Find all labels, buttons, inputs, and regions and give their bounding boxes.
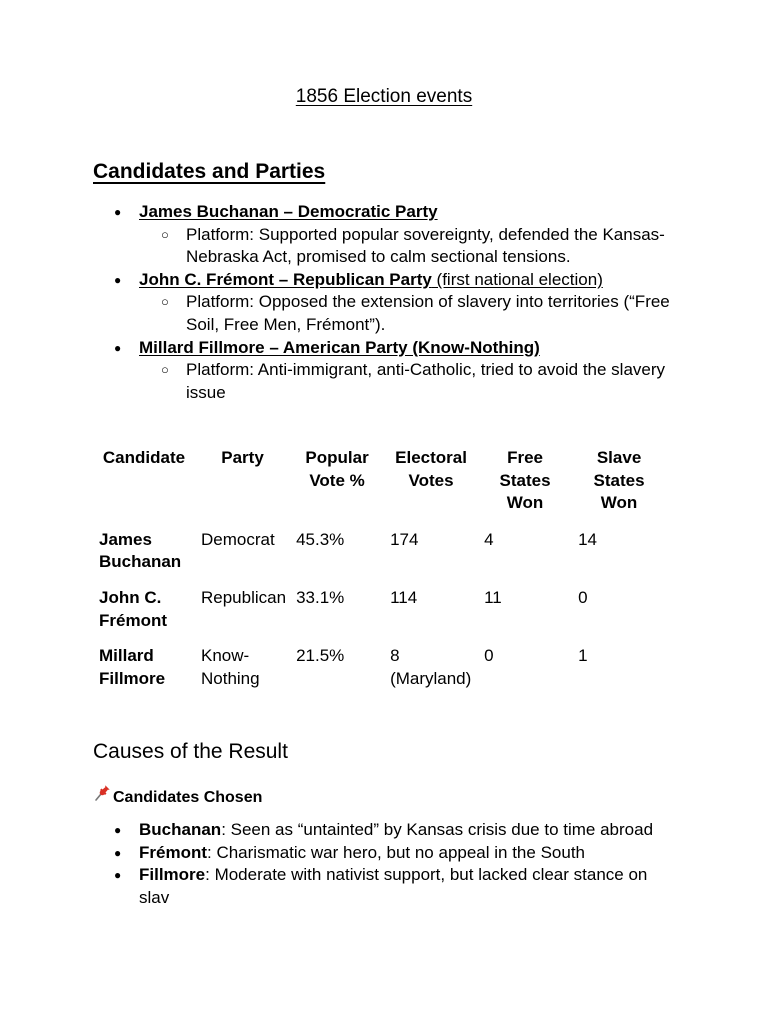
pushpin-icon [93, 784, 113, 807]
list-item [93, 864, 673, 909]
cell-candidate: Millard Fillmore [99, 646, 166, 688]
table-row [93, 645, 666, 703]
cell-slave-states: 14 [578, 529, 597, 549]
candidate-name-party: James Buchanan – Democratic Party [139, 202, 438, 221]
chosen-list [93, 819, 673, 909]
candidates-heading: Candidates and Parties [93, 160, 326, 183]
cell-popular-vote: 21.5% [296, 646, 345, 666]
candidate-note: (first national election) [431, 269, 603, 289]
cell-party: Republican [201, 587, 287, 607]
cell-party: Know-Nothing [201, 646, 260, 688]
list-item [93, 842, 673, 865]
platform-item-fremont [93, 291, 693, 336]
candidate-name-party: John C. Frémont – Republican Party [139, 269, 432, 289]
election-results-table [93, 446, 666, 703]
platform-item-fillmore [93, 359, 693, 404]
column-header: Electoral Votes [395, 448, 467, 490]
cell-party: Democrat [201, 529, 275, 549]
chosen-text: : Charismatic war hero, but no appeal in the South [207, 842, 585, 862]
platform-text: Platform: Opposed the extension of slavery into territories (“Free Soil, Free Men, Frémont”). [186, 292, 670, 334]
candidate-item-fremont [93, 269, 693, 292]
platform-text: Platform: Anti-immigrant, anti-Catholic, tried to avoid the slavery issue [186, 360, 666, 402]
subheading-text: Candidates Chosen [113, 789, 263, 806]
cell-free-states: 11 [484, 587, 502, 607]
document-title: 1856 Election events [295, 86, 473, 107]
cell-electoral-votes: 114 [390, 587, 418, 607]
cell-popular-vote: 45.3% [296, 529, 345, 549]
list-item [93, 819, 673, 842]
column-header: Candidate [102, 448, 186, 467]
chosen-text: : Moderate with nativist support, but lacked clear stance on slav [139, 865, 648, 907]
candidates-list [93, 201, 693, 404]
chosen-name: Frémont [139, 842, 207, 862]
causes-heading: Causes of the Result [93, 740, 288, 763]
chosen-name: Buchanan [139, 820, 222, 839]
cell-candidate: James Buchanan [99, 529, 182, 572]
candidate-name-party: Millard Fillmore – American Party (Know-Nothing) [139, 337, 540, 357]
cell-electoral-votes: 174 [390, 529, 419, 549]
column-header: Popular Vote % [305, 448, 369, 490]
table-row [93, 587, 666, 645]
cell-slave-states: 1 [578, 646, 588, 666]
column-header: Free States Won [499, 448, 551, 513]
candidates-chosen-heading [93, 784, 262, 807]
table-header-row [93, 446, 666, 529]
candidate-item-fillmore [93, 337, 693, 360]
cell-free-states: 0 [484, 646, 494, 666]
cell-candidate: John C. Frémont [99, 587, 167, 630]
chosen-name: Fillmore [139, 865, 206, 885]
cell-electoral-votes: 8 (Maryland) [390, 646, 472, 688]
column-header: Slave States Won [593, 448, 645, 513]
column-header: Party [221, 448, 264, 467]
platform-item-buchanan [93, 224, 693, 269]
table-row [93, 529, 666, 587]
cell-free-states: 4 [484, 529, 494, 549]
platform-text: Platform: Supported popular sovereignty, defended the Kansas-Nebraska Act, promised to calm sectional tensions. [186, 224, 665, 267]
candidate-item-buchanan [93, 201, 693, 224]
cell-slave-states: 0 [578, 587, 588, 607]
chosen-text: : Seen as “untainted” by Kansas crisis due to time abroad [221, 820, 654, 839]
cell-popular-vote: 33.1% [296, 587, 345, 607]
